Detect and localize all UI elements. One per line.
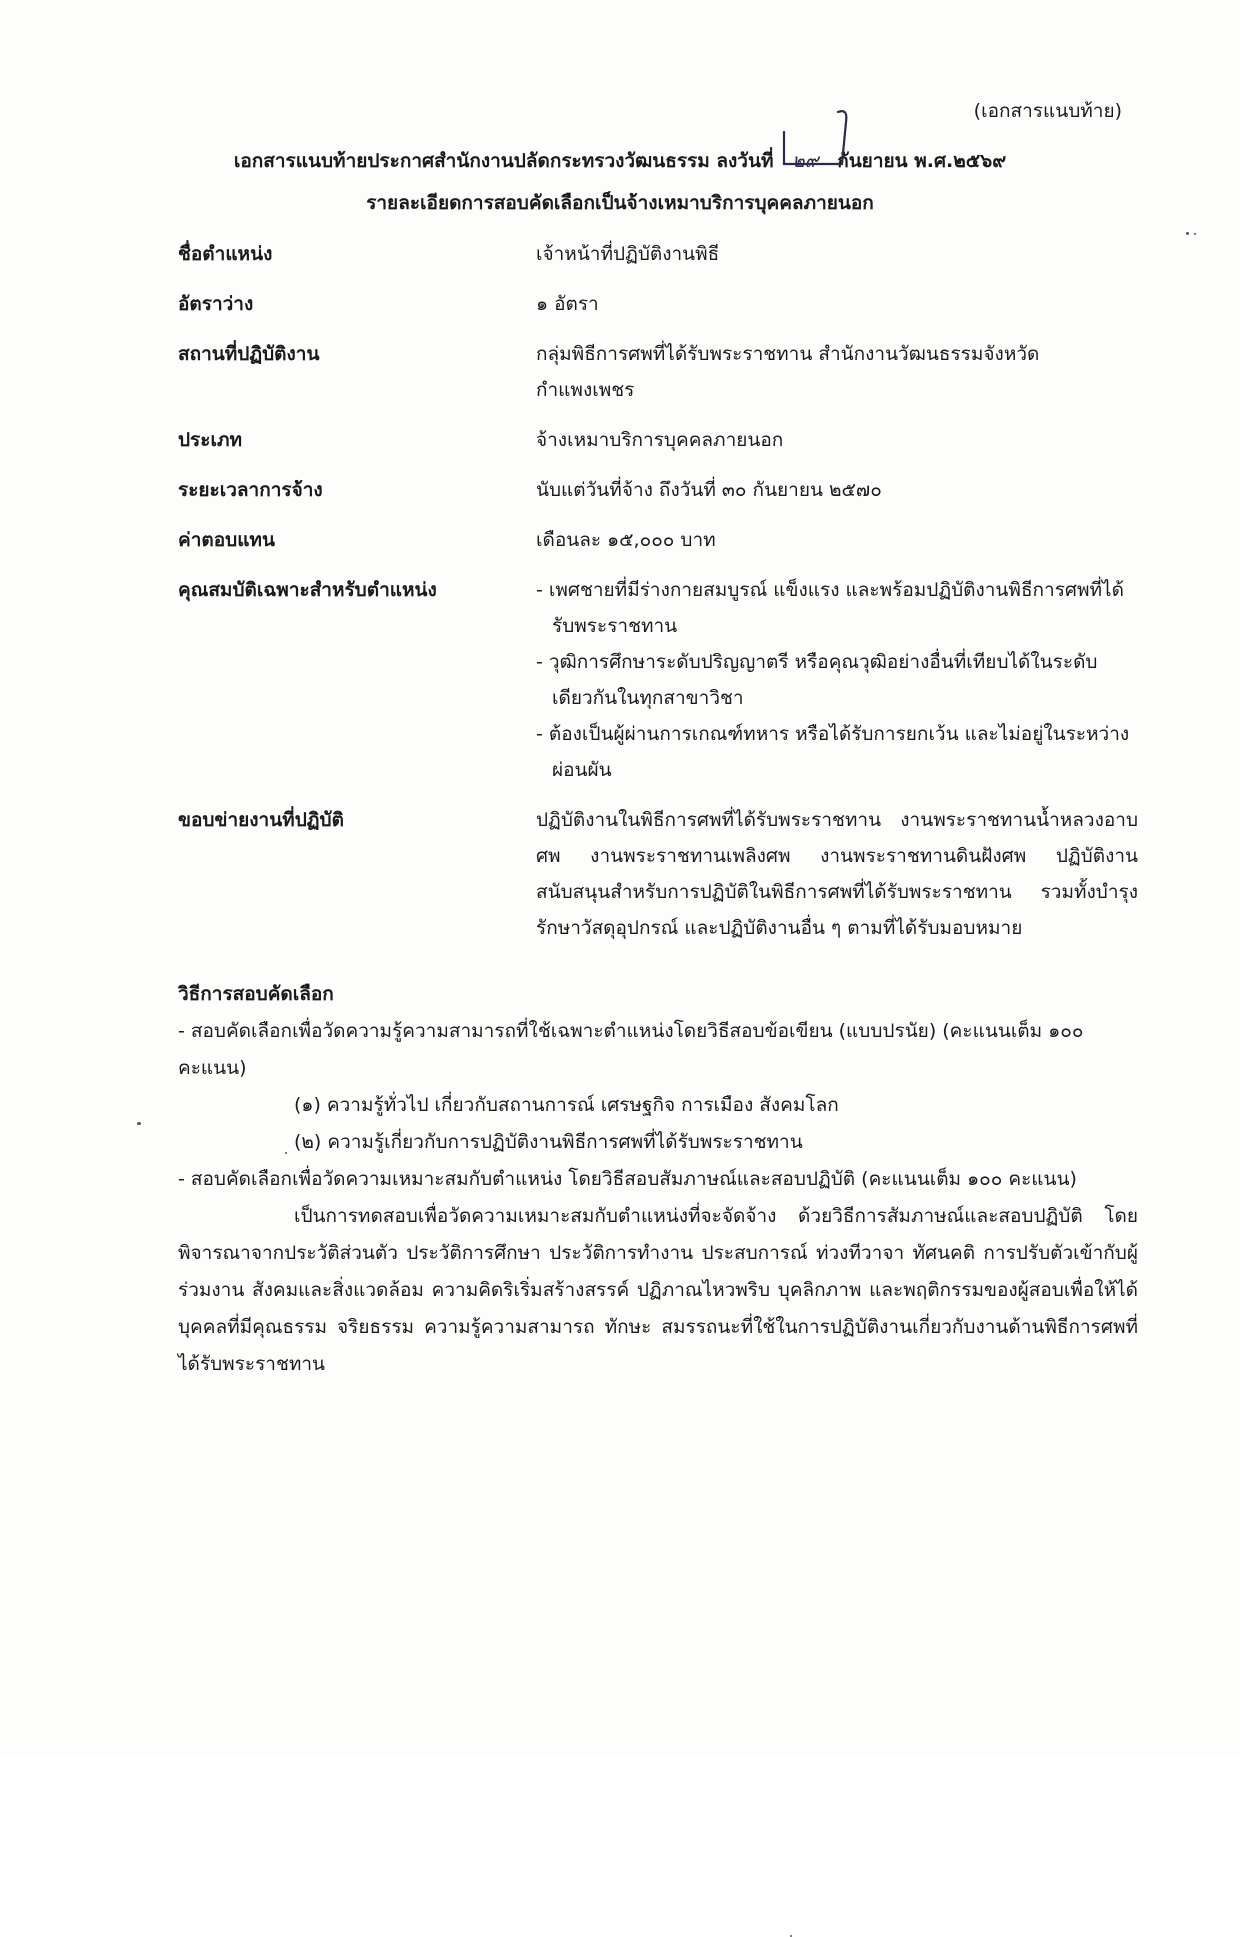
- qualification-item: - วุฒิการศึกษาระดับปริญญาตรี หรือคุณวุฒิอย่างอื่นที่เทียบได้ในระดับเดียวกันในทุกสาขาวิชา: [536, 651, 1098, 709]
- details-table: [178, 236, 1138, 960]
- qualification-item: - ต้องเป็นผู้ผ่านการเกณฑ์ทหาร หรือได้รับการยกเว้น และไม่อยู่ในระหว่างผ่อนผัน: [536, 723, 1130, 781]
- method-paragraph: เป็นการทดสอบเพื่อวัดความเหมาะสมกับตำแหน่งที่จะจัดจ้าง ด้วยวิธีการสัมภาษณ์และสอบปฏิบัติ โดยพิจารณาจากประวัติส่วนตัว ประวัติการศึกษา ประวัติการทำงาน ประสบการณ์ ท่วงทีวาจา ทัศนคติ การปรับตัวเข้ากับผู้ร่วมงาน สังคมและสิ่งแวดล้อม ความคิดริเริ่มสร้างสรรค์ ปฏิภาณไหวพริบ บุคลิกภาพ และพฤติกรรมของผู้สอบเพื่อให้ได้บุคคลที่มีคุณธรรม จริยธรรม ความรู้ความสามารถ ทักษะ สมรรถนะที่ใช้ในการปฏิบัติงานเกี่ยวกับงานด้านพิธีการศพที่ได้รับพระราชทาน: [178, 1205, 1138, 1375]
- detail-row-qualifications: [178, 572, 1138, 788]
- section-heading: วิธีการสอบคัดเลือก: [178, 983, 334, 1005]
- detail-label: ขอบข่ายงานที่ปฏิบัติ: [178, 809, 344, 831]
- document-title: [130, 140, 1110, 224]
- title-line-2: รายละเอียดการสอบคัดเลือกเป็นจ้างเหมาบริการบุคคลภายนอก: [366, 192, 874, 214]
- qualification-item: - เพศชายที่มีร่างกายสมบูรณ์ แข็งแรง และพร้อมปฏิบัติงานพิธีการศพที่ได้รับพระราชทาน: [536, 579, 1124, 637]
- handwritten-day: ๒๙: [784, 140, 826, 182]
- scan-speck: [1186, 232, 1189, 235]
- selection-method-section: [178, 976, 1138, 1383]
- exam-topic-2: (๒) ความรู้เกี่ยวกับการปฏิบัติงานพิธีการศพที่ได้รับพระราชทาน: [294, 1131, 803, 1153]
- detail-row-compensation: [178, 522, 1138, 558]
- detail-value: กลุ่มพิธีการศพที่ได้รับพระราชทาน สำนักงานวัฒนธรรมจังหวัดกำแพงเพชร: [536, 343, 1040, 401]
- title-line-1-start: เอกสารแนบท้ายประกาศสำนักงานปลัดกระทรวงวัฒนธรรม ลงวันที่: [233, 150, 774, 172]
- detail-value: จ้างเหมาบริการบุคคลภายนอก: [536, 429, 784, 451]
- detail-row-period: [178, 472, 1138, 508]
- exam-topic-1: (๑) ความรู้ทั่วไป เกี่ยวกับสถานการณ์ เศรษฐกิจ การเมือง สังคมโลก: [294, 1094, 839, 1116]
- written-exam-text: - สอบคัดเลือกเพื่อวัดความรู้ความสามารถที่ใช้เฉพาะตำแหน่งโดยวิธีสอบข้อเขียน (แบบปรนัย) (คะแนนเต็ม ๑๐๐ คะแนน): [178, 1020, 1084, 1079]
- interview-exam-text: - สอบคัดเลือกเพื่อวัดความเหมาะสมกับตำแหน่ง โดยวิธีสอบสัมภาษณ์และสอบปฏิบัติ (คะแนนเต็ม ๑๐๐ คะแนน): [178, 1168, 1077, 1190]
- detail-value: เจ้าหน้าที่ปฏิบัติงานพิธี: [536, 243, 720, 265]
- detail-label: ชื่อตำแหน่ง: [178, 243, 273, 265]
- title-line-1: [130, 140, 1110, 182]
- detail-row-vacancy: [178, 286, 1138, 322]
- detail-row-workplace: [178, 336, 1138, 408]
- qualifications-list: [536, 572, 1138, 788]
- detail-label: ค่าตอบแทน: [178, 529, 275, 551]
- detail-value: ๑ อัตรา: [536, 293, 599, 315]
- detail-value: นับแต่วันที่จ้าง ถึงวันที่ ๓๐ กันยายน ๒๕๗๐: [536, 479, 882, 501]
- annex-label: (เอกสารแนบท้าย): [973, 100, 1122, 122]
- scan-speck: [285, 1152, 287, 1154]
- detail-row-type: [178, 422, 1138, 458]
- scan-speck: [1194, 233, 1196, 235]
- detail-row-position: [178, 236, 1138, 272]
- detail-value: ปฏิบัติงานในพิธีการศพที่ได้รับพระราชทาน งานพระราชทานน้ำหลวงอาบศพ งานพระราชทานเพลิงศพ งานพระราชทานดินฝังศพ ปฏิบัติงานสนับสนุนสำหรับการปฏิบัติในพิธีการศพที่ได้รับพระราชทาน รวมทั้งบำรุง รักษาวัสดุอุปกรณ์ และปฏิบัติงานอื่น ๆ ตามที่ได้รับมอบหมาย: [536, 809, 1138, 939]
- detail-label: คุณสมบัติเฉพาะสำหรับตำแหน่ง: [178, 579, 437, 601]
- title-line-1-end: กันยายน พ.ศ.๒๕๖๙: [837, 150, 1007, 172]
- handwritten-bracket-mark: [780, 102, 850, 172]
- detail-label: ประเภท: [178, 429, 243, 451]
- detail-label: สถานที่ปฏิบัติงาน: [178, 343, 320, 365]
- detail-label: ระยะเวลาการจ้าง: [178, 479, 323, 501]
- scan-speck: [137, 1122, 141, 1125]
- detail-value: เดือนละ ๑๕,๐๐๐ บาท: [536, 529, 716, 551]
- detail-label: อัตราว่าง: [178, 293, 254, 315]
- detail-row-scope: [178, 802, 1138, 946]
